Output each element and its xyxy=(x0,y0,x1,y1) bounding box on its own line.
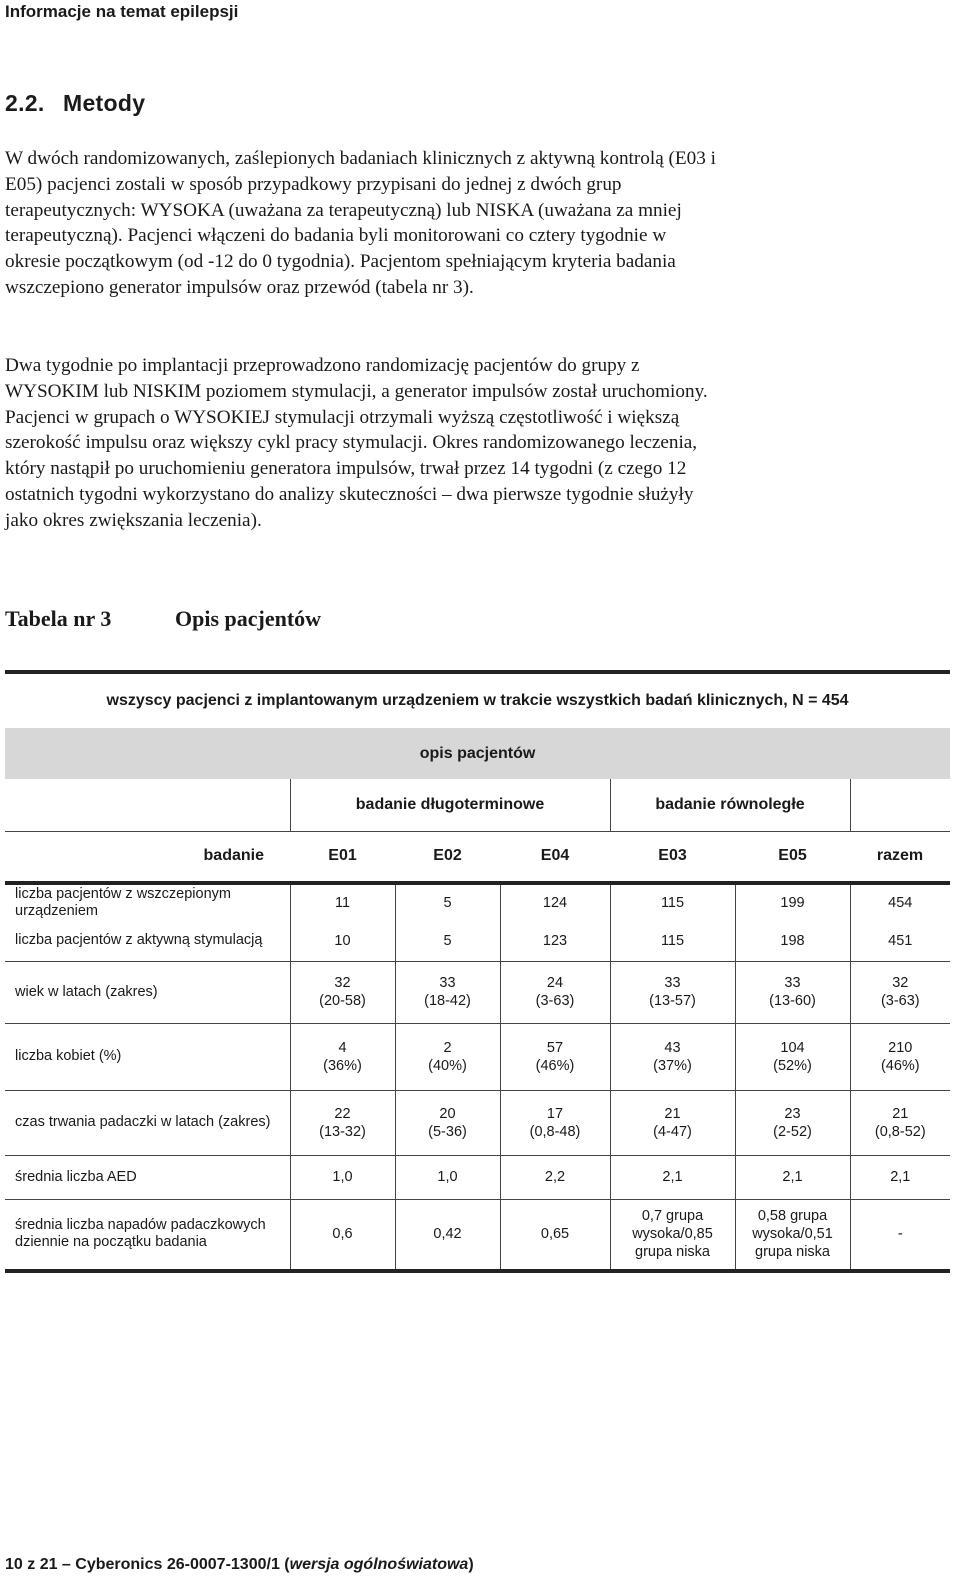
cell-line: (46%) xyxy=(880,1057,920,1074)
cell-e02: 5 xyxy=(395,883,500,921)
cell-e05 xyxy=(735,1199,850,1271)
row-age xyxy=(5,961,950,1023)
cell-total xyxy=(850,961,950,1023)
cell-e03 xyxy=(610,1199,735,1271)
cell-line: (40%) xyxy=(428,1057,467,1074)
table-caption xyxy=(5,606,321,632)
cell-e03: 115 xyxy=(610,883,735,921)
cell-e04 xyxy=(500,1023,610,1090)
cell-line: 22 xyxy=(334,1105,351,1122)
cell-line: (13-32) xyxy=(319,1123,366,1140)
cell-line: 32 xyxy=(334,975,351,991)
group-spacer xyxy=(5,779,290,831)
cell-line: 104 xyxy=(780,1039,805,1056)
cell-total xyxy=(850,1090,950,1155)
cell-e05: 199 xyxy=(735,883,850,921)
cell-e03 xyxy=(610,1023,735,1090)
table-body xyxy=(5,883,950,1271)
table-title-row: wszyscy pacjenci z implantowanym urządzeniem w trakcie wszystkich badań klinicznych, N = 454 xyxy=(106,692,849,709)
col-header-e02: E02 xyxy=(433,847,462,865)
cell-line: 21 xyxy=(664,1105,681,1122)
cell-e04: 0,65 xyxy=(500,1199,610,1271)
cell-e04: 2,2 xyxy=(500,1155,610,1199)
cell-line: 23 xyxy=(784,1105,801,1122)
cell-line: 33 xyxy=(664,975,681,991)
cell-e04: 124 xyxy=(500,883,610,921)
cell-e04: 123 xyxy=(500,921,610,961)
cell-line: 210 xyxy=(888,1039,913,1056)
cell-line: (3-63) xyxy=(535,993,575,1009)
row-label: liczba pacjentów z wszczepionym urządzeniem xyxy=(15,886,231,919)
cell-e05 xyxy=(735,1090,850,1155)
cell-line: (4-47) xyxy=(653,1123,692,1140)
paragraph-methods-2: Dwa tygodnie po implantacji przeprowadzono randomizację pacjentów do grupy z WYSOKIM lub NISKIM poziomem stymulacji, a generator impulsów został uruchomiony. Pacjenci w grupach o WYSOKIEJ stymulacji otrzymali wyższą częstotliwość i większą szerokość impulsu oraz większy cykl pracy stymulacji. Okres randomizowanego leczenia, który nastąpił po uruchomieniu generatora impulsów, trwał przez 14 tygodni (z czego 12 ostatnich tygodni wykorzystano do analizy skuteczności – dwa pierwsze tygodnie służyły jako okres zwiększania leczenia). xyxy=(5,355,708,531)
cell-line: (0,8-48) xyxy=(529,1123,581,1140)
row-label: średnia liczba napadów padaczkowych dziennie na początku badania xyxy=(15,1217,266,1251)
cell-line: (5-36) xyxy=(428,1123,467,1140)
table-number: Tabela nr 3 xyxy=(5,606,112,631)
cell-e01 xyxy=(290,1023,395,1090)
col-header-e04: E04 xyxy=(540,847,570,865)
cell-line: (46%) xyxy=(535,1057,575,1074)
row-label: średnia liczba AED xyxy=(15,1168,137,1185)
cell-line: 2 xyxy=(443,1039,452,1056)
cell-total: - xyxy=(897,1226,903,1243)
row-female xyxy=(5,1023,950,1090)
cell-e01: 0,6 xyxy=(290,1199,395,1271)
page-footer xyxy=(5,1556,474,1574)
cell-line: 43 xyxy=(664,1039,681,1056)
cell-total: 454 xyxy=(888,895,913,911)
cell-line: 17 xyxy=(546,1105,564,1122)
row-epilepsy-duration xyxy=(5,1090,950,1155)
row-label: liczba pacjentów z aktywną stymulacją xyxy=(15,932,263,949)
cell-e02 xyxy=(395,961,500,1023)
footer-close: ) xyxy=(468,1556,474,1573)
cell-total: 451 xyxy=(888,932,913,949)
cell-e01 xyxy=(290,961,395,1023)
group-long-term: badanie długoterminowe xyxy=(290,779,610,831)
cell-line: (37%) xyxy=(653,1057,692,1074)
cell-e02: 5 xyxy=(395,921,500,961)
cell-line: grupa niska xyxy=(755,1244,830,1261)
cell-e05 xyxy=(735,961,850,1023)
cell-line: 4 xyxy=(338,1039,347,1056)
group-parallel: badanie równoległe xyxy=(610,779,850,831)
cell-line: 57 xyxy=(546,1039,564,1056)
cell-e03 xyxy=(610,961,735,1023)
cell-line: (2-52) xyxy=(773,1123,812,1140)
cell-e01: 1,0 xyxy=(290,1155,395,1199)
cell-line: 32 xyxy=(892,975,909,991)
cell-e01 xyxy=(290,1090,395,1155)
cell-line: 21 xyxy=(892,1105,909,1122)
cell-line: wysoka/0,51 xyxy=(752,1226,833,1243)
cell-line: 24 xyxy=(546,975,564,991)
cell-e04 xyxy=(500,1090,610,1155)
paragraph-methods-1: W dwóch randomizowanych, zaślepionych badaniach klinicznych z aktywną kontrolą (E03 i E05) pacjenci zostali w sposób przypadkowy przypisani do jednej z dwóch grup terapeutycznych: WYSOKA (uważana za terapeutyczną) lub NISKA (uważana za mniej terapeutyczną). Pacjenci włączeni do badania byli monitorowani co cztery tygodnie w okresie początkowym (od -12 do 0 tygodnia). Pacjentom spełniającym kryteria badania wszczepiono generator impulsów oraz przewód (tabela nr 3). xyxy=(5,148,716,298)
cell-line: (52%) xyxy=(773,1057,812,1074)
row-active-stim xyxy=(5,921,950,961)
patient-table-wrapper xyxy=(5,670,950,1273)
cell-e01: 10 xyxy=(290,921,395,961)
cell-e03: 115 xyxy=(610,921,735,961)
running-header: Informacje na temat epilepsji xyxy=(5,2,239,21)
row-label: czas trwania padaczki w latach (zakres) xyxy=(15,1114,271,1130)
section-number: 2.2. xyxy=(5,90,45,116)
row-implanted xyxy=(5,883,950,921)
cell-e04 xyxy=(500,961,610,1023)
footer-text: 10 z 21 – Cyberonics 26-0007-1300/1 ( xyxy=(5,1556,290,1573)
cell-e03 xyxy=(610,1090,735,1155)
section-heading xyxy=(5,90,145,117)
col-header-e03: E03 xyxy=(658,847,687,865)
cell-e05: 198 xyxy=(735,921,850,961)
row-label: liczba kobiet (%) xyxy=(15,1048,122,1064)
cell-e05: 2,1 xyxy=(735,1155,850,1199)
col-header-e05: E05 xyxy=(778,847,807,865)
cell-e02: 1,0 xyxy=(395,1155,500,1199)
col-header-e01: E01 xyxy=(328,847,357,865)
cell-e01: 11 xyxy=(290,883,395,921)
table-subtitle-row: opis pacjentów xyxy=(5,728,950,779)
cell-total: 2,1 xyxy=(890,1169,911,1185)
cell-line: (20-58) xyxy=(319,993,366,1009)
cell-e02 xyxy=(395,1023,500,1090)
cell-line: 33 xyxy=(784,975,801,991)
col-header-total: razem xyxy=(876,847,924,865)
row-seizures xyxy=(5,1199,950,1271)
cell-line: 0,7 grupa xyxy=(641,1208,704,1225)
cell-line: (18-42) xyxy=(424,993,471,1009)
cell-line: grupa niska xyxy=(635,1244,710,1261)
cell-e02 xyxy=(395,1090,500,1155)
cell-line: (36%) xyxy=(323,1057,362,1074)
cell-line: (13-60) xyxy=(769,993,816,1009)
table-title: Opis pacjentów xyxy=(175,606,322,631)
section-title: Metody xyxy=(63,90,146,116)
col-header-study: badanie xyxy=(203,847,264,865)
cell-e05 xyxy=(735,1023,850,1090)
cell-line: (3-63) xyxy=(880,993,920,1009)
cell-total xyxy=(850,1023,950,1090)
group-spacer-right xyxy=(850,779,950,831)
cell-line: wysoka/0,85 xyxy=(632,1226,713,1243)
row-label: wiek w latach (zakres) xyxy=(15,983,158,1000)
cell-line: 33 xyxy=(439,975,456,991)
patient-table xyxy=(5,670,950,1273)
cell-e03: 2,1 xyxy=(610,1155,735,1199)
row-aed xyxy=(5,1155,950,1199)
cell-line: (0,8-52) xyxy=(874,1123,926,1140)
cell-line: 0,58 grupa xyxy=(757,1208,828,1225)
cell-line: (13-57) xyxy=(649,993,696,1009)
cell-line: 20 xyxy=(439,1105,456,1122)
cell-e02: 0,42 xyxy=(395,1199,500,1271)
footer-version: wersja ogólnoświatowa xyxy=(289,1556,469,1573)
